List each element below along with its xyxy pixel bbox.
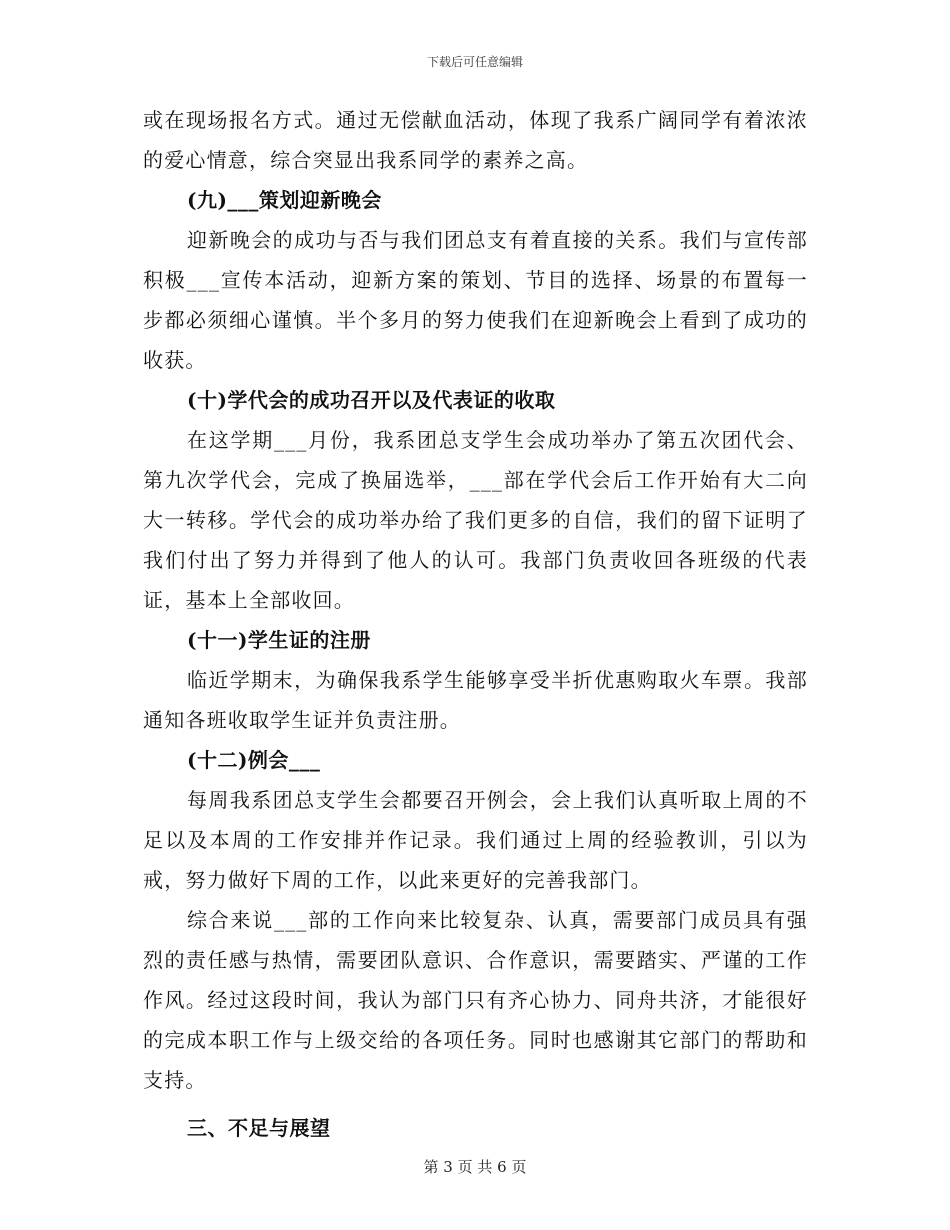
header-note: 下载后可任意编辑 (426, 55, 523, 69)
page-indicator: 第 3 页 共 6 页 (423, 1158, 527, 1176)
document-body (143, 100, 808, 1148)
heading-weekly-meeting: (十二)例会___ (187, 748, 321, 772)
paragraph-student-congress: 在这学期___月份，我系团总支学生会成功举办了第五次团代会、第九次学代会，完成了换届选举，___部在学代会后工作开始有大二向大一转移。学代会的成功举办给了我们更多的自信，我们的留下证明了我们付出了努力并得到了他人的认可。我部门负责收回各班级的代表证，基本上全部收回。 (143, 428, 808, 612)
paragraph-summary: 综合来说___部的工作向来比较复杂、认真，需要部门成员具有强烈的责任感与热情，需要团队意识、合作意识，需要踏实、严谨的工作作风。经过这段时间，我认为部门只有齐心协力、同舟共济，才能很好的完成本职工作与上级交给的各项任务。同时也感谢其它部门的帮助和支持。 (143, 908, 808, 1092)
heading-welcome-party: (九)___策划迎新晚会 (187, 188, 382, 212)
paragraph-blood-donation: 或在现场报名方式。通过无偿献血活动，体现了我系广阔同学有着浓浓的爱心情意，综合突显出我系同学的素养之高。 (143, 108, 808, 172)
paragraph-student-id: 临近学期末，为确保我系学生能够享受半折优惠购取火车票。我部通知各班收取学生证并负责注册。 (143, 668, 808, 732)
heading-student-id: (十一)学生证的注册 (187, 628, 371, 652)
heading-shortcomings-outlook: 三、不足与展望 (187, 1116, 331, 1140)
paragraph-welcome-party: 迎新晚会的成功与否与我们团总支有着直接的关系。我们与宣传部积极___宣传本活动，迎新方案的策划、节目的选择、场景的布置每一步都必须细心谨慎。半个多月的努力使我们在迎新晚会上看到了成功的收获。 (143, 228, 808, 372)
heading-student-congress: (十)学代会的成功召开以及代表证的收取 (187, 388, 556, 412)
paragraph-weekly-meeting: 每周我系团总支学生会都要召开例会，会上我们认真听取上周的不足以及本周的工作安排并作记录。我们通过上周的经验教训，引以为戒，努力做好下周的工作，以此来更好的完善我部门。 (143, 788, 808, 892)
